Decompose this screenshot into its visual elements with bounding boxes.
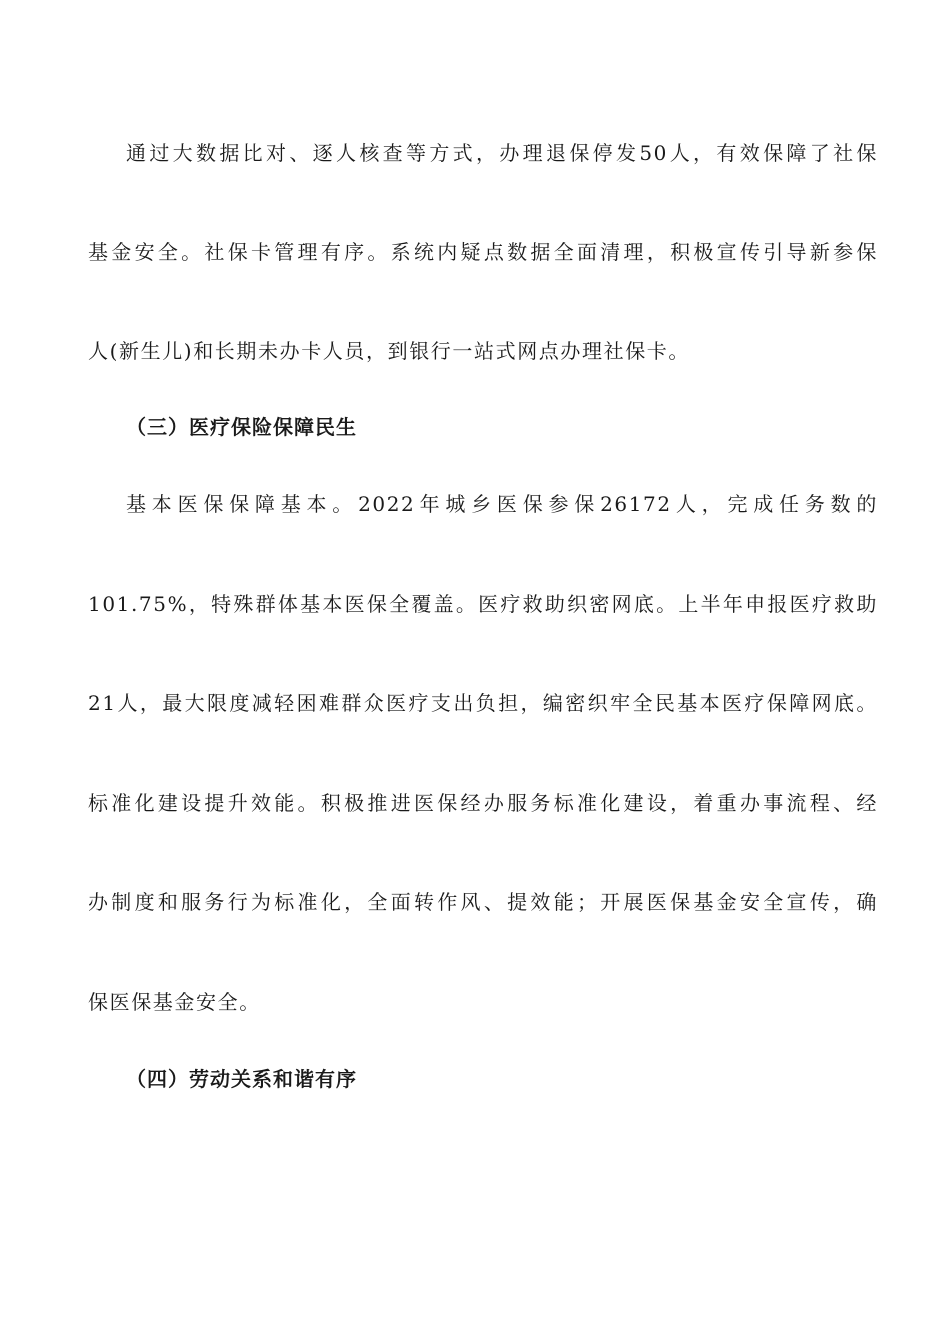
paragraph-line: 101.75%，特殊群体基本医保全覆盖。医疗救助织密网底。上半年申报医疗救助 (88, 592, 878, 616)
paragraph-line: 人(新生儿)和长期未办卡人员，到银行一站式网点办理社保卡。 (88, 339, 691, 363)
paragraph-line: 21人，最大限度减轻困难群众医疗支出负担，编密织牢全民基本医疗保障网底。 (88, 691, 878, 715)
paragraph-line: 保医保基金安全。 (88, 990, 261, 1014)
paragraph-line: 办制度和服务行为标准化，全面转作风、提效能；开展医保基金安全宣传，确 (88, 890, 878, 914)
section-heading-3: （三）医疗保险保障民生 (126, 415, 357, 439)
paragraph-line: 通过大数据比对、逐人核查等方式，办理退保停发50人，有效保障了社保 (126, 141, 878, 165)
paragraph-line: 基金安全。社保卡管理有序。系统内疑点数据全面清理，积极宣传引导新参保 (88, 240, 878, 264)
paragraph-line: 标准化建设提升效能。积极推进医保经办服务标准化建设，着重办事流程、经 (88, 791, 878, 815)
section-heading-4: （四）劳动关系和谐有序 (126, 1067, 357, 1091)
paragraph-line: 基本医保保障基本。2022年城乡医保参保26172人，完成任务数的 (126, 492, 878, 516)
